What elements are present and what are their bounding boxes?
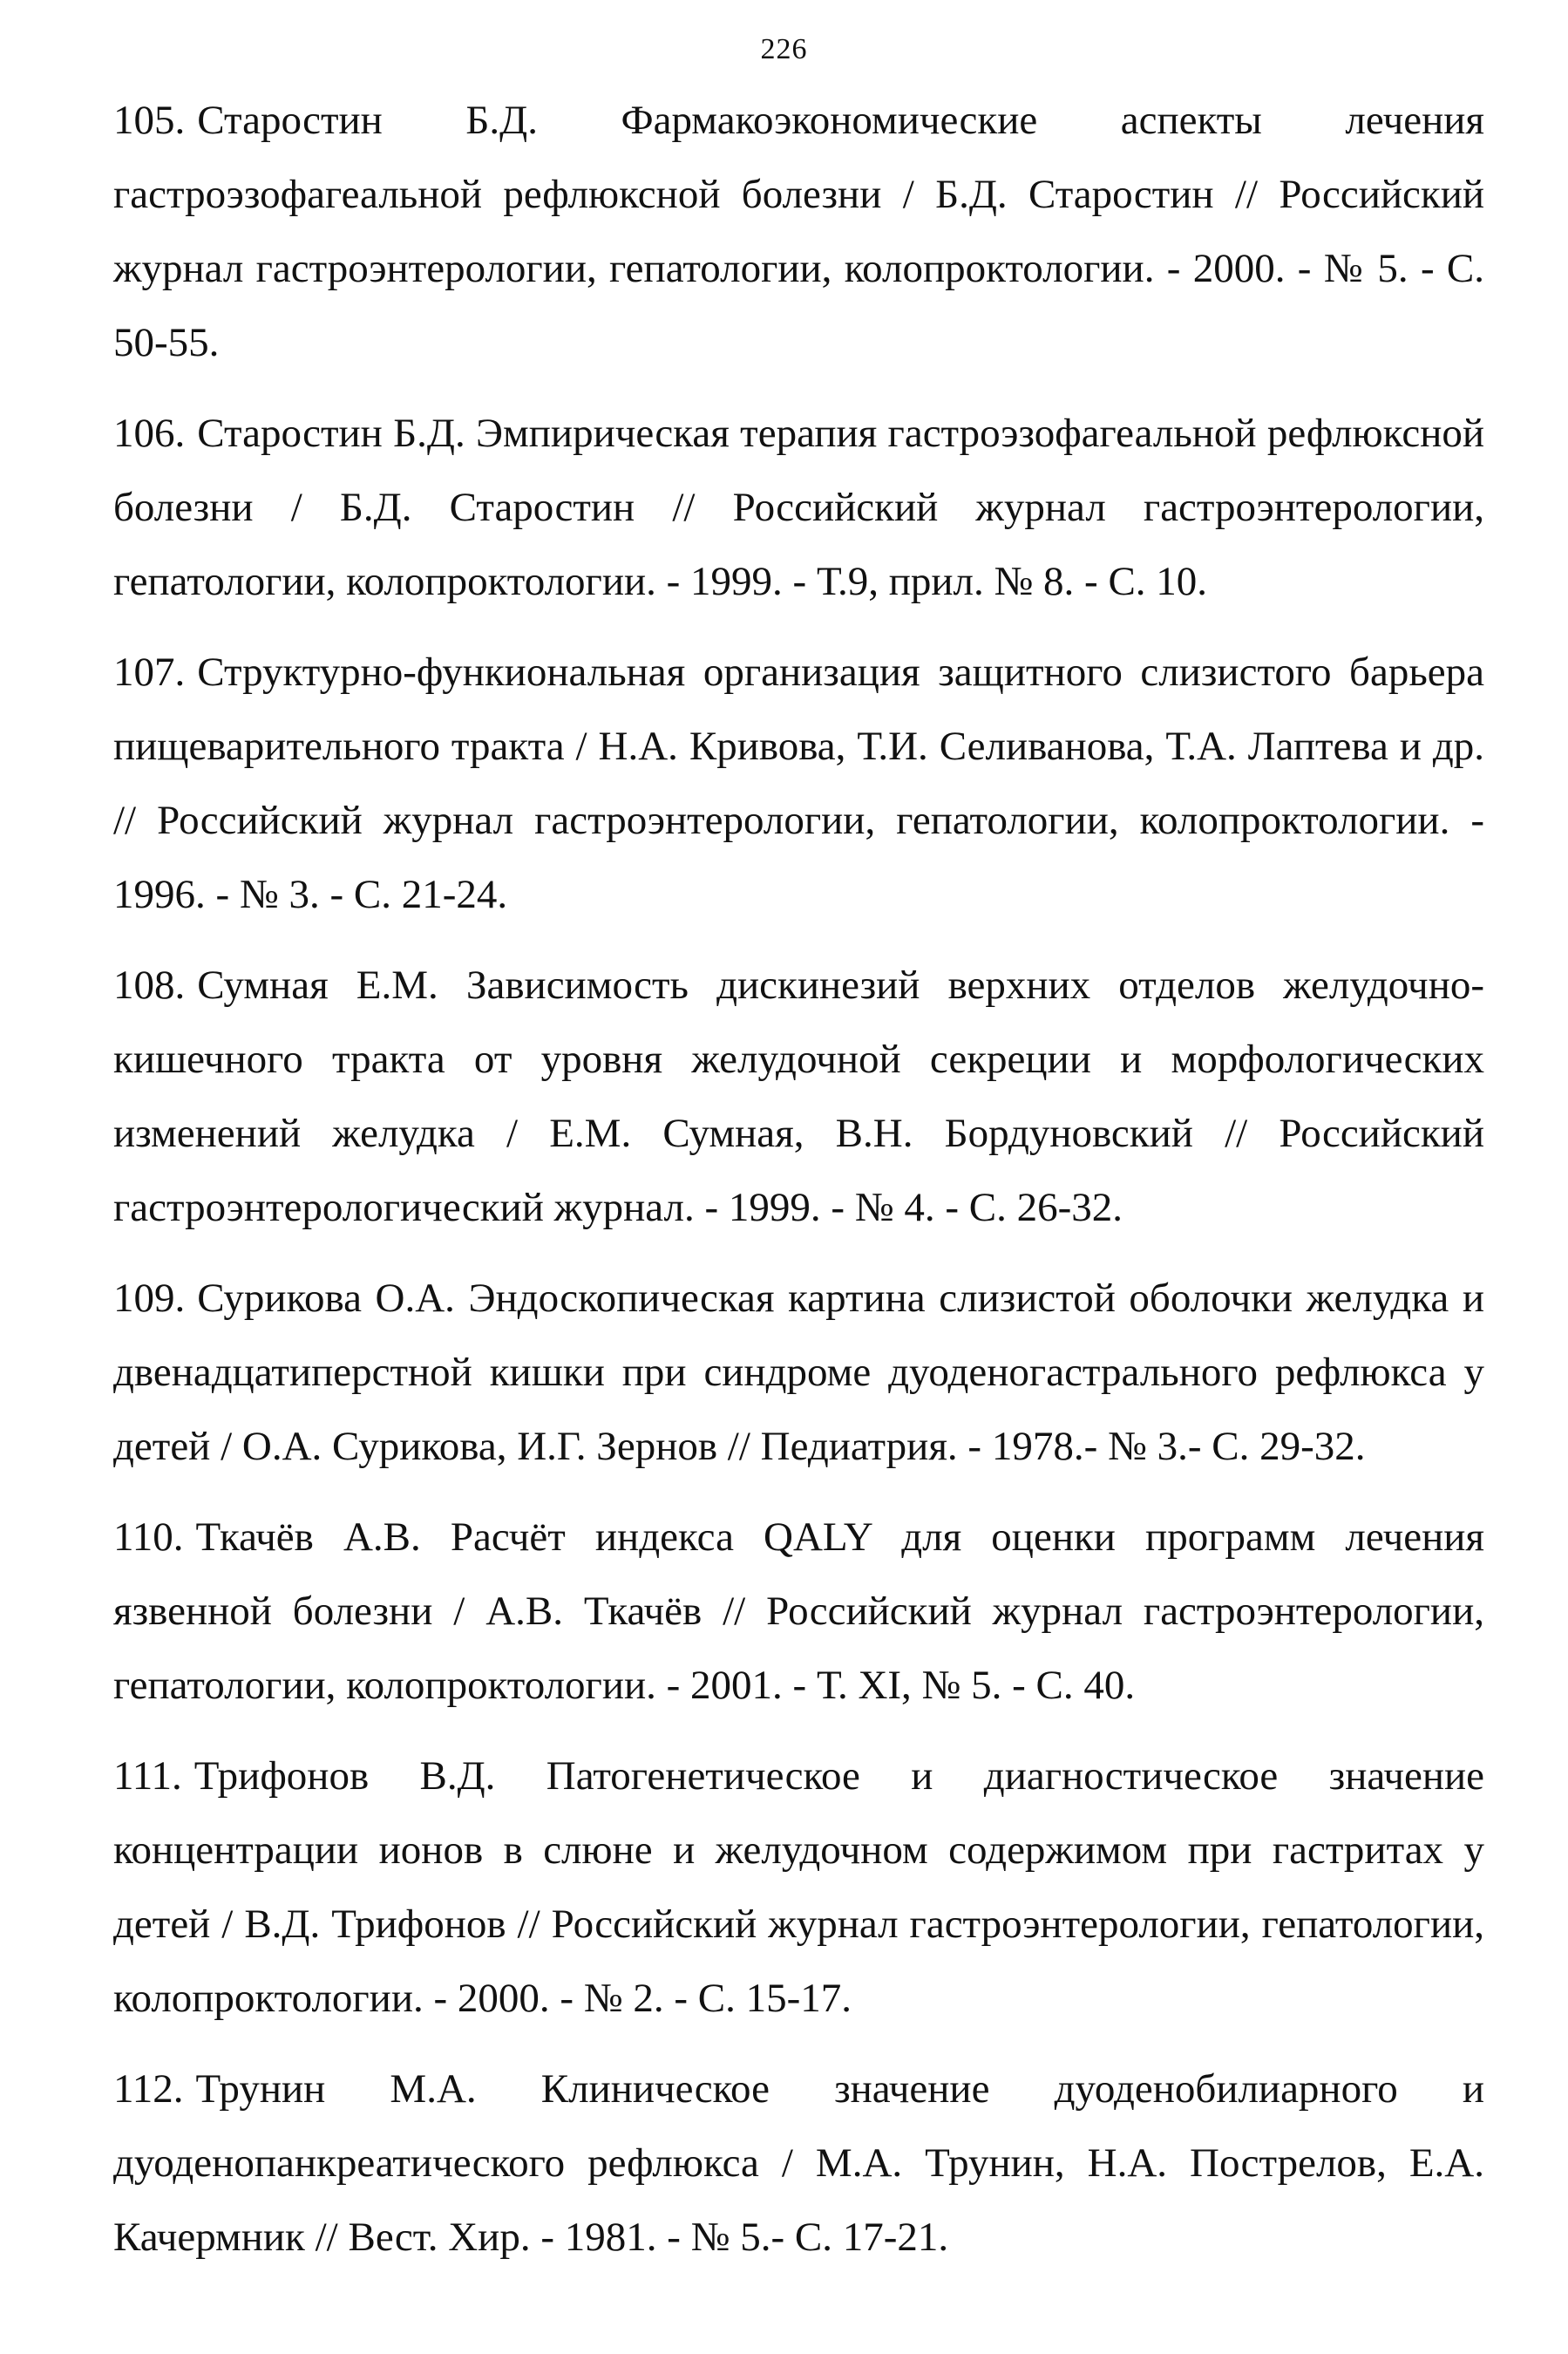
reference-text: Трифонов В.Д. Патогенетическое и диагностическое значение концентрации ионов в слюне и желудочном содержимом при гастритах у детей / В.Д. Трифонов // Российский журнал гастроэнтерологии, гепатологии, колопроктологии. - 2000. - № 2. - С. 15-17. (113, 1753, 1484, 2021)
reference-number: 106. (113, 411, 186, 456)
reference-item (113, 84, 1484, 380)
reference-number: 111. (113, 1753, 182, 1799)
reference-text: Ткачёв А.В. Расчёт индекса QALY для оценки программ лечения язвенной болезни / А.В. Ткачёв // Российский журнал гастроэнтерологии, гепатологии, колопроктологии. - 2001. - Т. XI, № 5. - С. 40. (113, 1514, 1484, 1708)
reference-item (113, 2052, 1484, 2275)
reference-number: 112. (113, 2066, 184, 2112)
reference-text: Трунин М.А. Клиническое значение дуоденобилиарного и дуоденопанкреатического рефлюкса / М.А. Трунин, Н.А. Пострелов, Е.А. Качермник // Вест. Хир. - 1981. - № 5.- С. 17-21. (113, 2066, 1484, 2260)
reference-number: 108. (113, 963, 186, 1008)
reference-item (113, 949, 1484, 1245)
reference-item (113, 397, 1484, 619)
reference-text: Старостин Б.Д. Фармакоэкономические аспекты лечения гастроэзофагеальной рефлюксной болезни / Б.Д. Старостин // Российский журнал гастроэнтерологии, гепатологии, колопроктологии. - 2000. - № 5. - С. 50-55. (113, 98, 1484, 365)
reference-item (113, 636, 1484, 932)
reference-text: Сумная Е.М. Зависимость дискинезий верхних отделов желудочно-кишечного тракта от уровня желудочной секреции и морфологических изменений желудка / Е.М. Сумная, В.Н. Бордуновский // Российский гастроэнтерологический журнал. - 1999. - № 4. - С. 26-32. (113, 963, 1484, 1230)
reference-text: Старостин Б.Д. Эмпирическая терапия гастроэзофагеальной рефлюксной болезни / Б.Д. Старостин // Российский журнал гастроэнтерологии, гепатологии, колопроктологии. - 1999. - Т.9, прил. № 8. - С. 10. (113, 411, 1484, 604)
reference-item (113, 1739, 1484, 2036)
reference-number: 105. (113, 98, 186, 143)
reference-list (113, 84, 1484, 2291)
page-number: 226 (760, 33, 808, 65)
reference-text: Сурикова О.А. Эндоскопическая картина слизистой оболочки желудка и двенадцатиперстной кишки при синдроме дуоденогастрального рефлюкса у детей / О.А. Сурикова, И.Г. Зернов // Педиатрия. - 1978.- № 3.- С. 29-32. (113, 1276, 1484, 1469)
reference-number: 109. (113, 1276, 186, 1321)
reference-item (113, 1262, 1484, 1484)
reference-text: Структурно-функиональная организация защитного слизистого барьера пищеварительного тракта / Н.А. Кривова, Т.И. Селиванова, Т.А. Лаптева и др. // Российский журнал гастроэнтерологии, гепатологии, колопроктологии. - 1996. - № 3. - С. 21-24. (113, 650, 1484, 917)
reference-item (113, 1500, 1484, 1723)
reference-number: 107. (113, 650, 186, 695)
reference-number: 110. (113, 1514, 184, 1560)
